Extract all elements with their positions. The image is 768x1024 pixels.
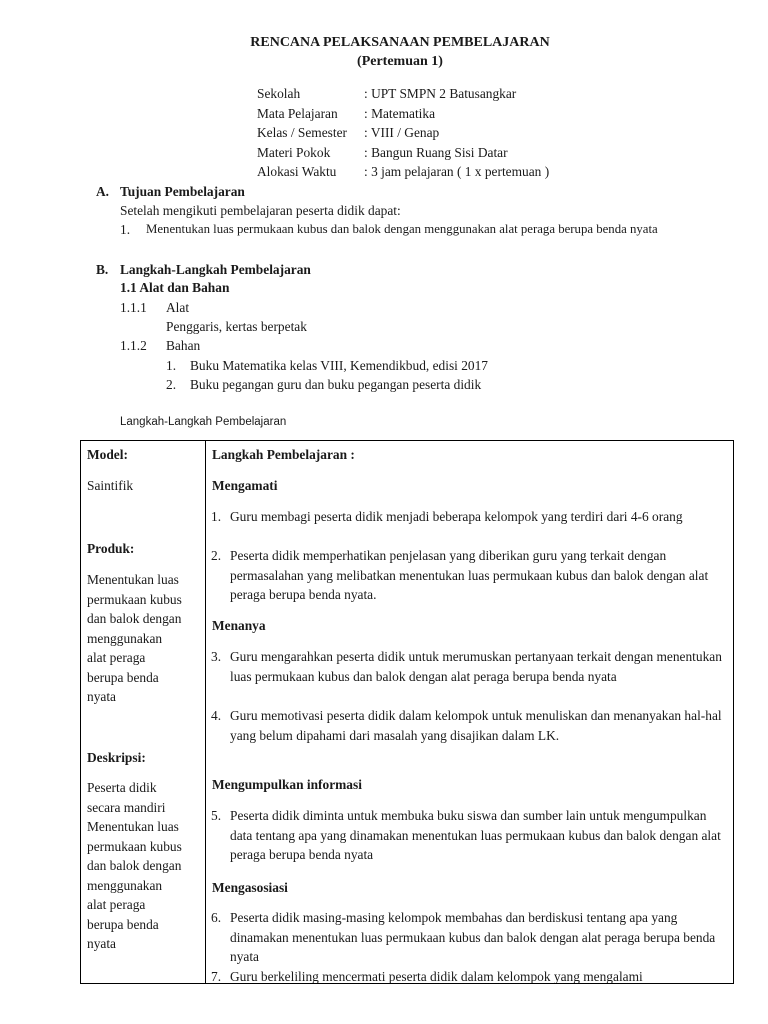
document-subtitle: (Pertemuan 1)	[357, 54, 443, 69]
produk-line: menggunakan	[87, 630, 163, 646]
section-a-intro: Setelah mengikuti pembelajaran peserta didik dapat:	[120, 203, 401, 218]
produk-line: nyata	[87, 689, 116, 704]
deskripsi-line: menggunakan	[87, 877, 163, 893]
identity-value: : UPT SMPN 2 Batusangkar	[364, 86, 517, 101]
alat-number: 1.1.1	[120, 300, 147, 315]
section-a-letter: A.	[96, 184, 110, 199]
deskripsi-line: Menentukan luas	[87, 819, 179, 834]
bahan-item-text: Buku pegangan guru dan buku pegangan peserta didik	[190, 377, 482, 392]
document-title: RENCANA PELAKSANAAN PEMBELAJARAN	[250, 35, 550, 50]
subsection-heading: 1.1 Alat dan Bahan	[120, 280, 230, 295]
identity-value: : Matematika	[364, 106, 436, 121]
identity-value: : Bangun Ruang Sisi Datar	[364, 145, 508, 160]
deskripsi-line: secara mandiri	[87, 799, 166, 815]
bahan-item-number: 2.	[166, 377, 177, 392]
deskripsi-line: permukaan kubus	[87, 838, 182, 854]
produk-line: permukaan kubus	[87, 591, 182, 607]
learning-steps-table	[80, 440, 734, 984]
identity-label: Kelas / Semester	[257, 125, 347, 140]
produk-line: dan balok dengan	[87, 611, 182, 626]
bahan-number: 1.1.2	[120, 338, 147, 353]
identity-label: Materi Pokok	[257, 145, 331, 160]
phase-title: Mengumpulkan informasi	[212, 777, 362, 792]
bahan-item-text: Buku Matematika kelas VIII, Kemendikbud, edisi 2017	[190, 358, 489, 373]
identity-value: : VIII / Genap	[364, 125, 440, 140]
deskripsi-line: nyata	[87, 936, 116, 951]
deskripsi-line: Peserta didik	[87, 780, 157, 795]
step-text: Guru mengarahkan peserta didik untuk merumuskan pertanyaan terkait dengan menentukan luas permukaan kubus dan balok dengan alat peraga berupa benda nyata	[230, 649, 722, 684]
step-text: Peserta didik diminta untuk membuka buku siswa dan sumber lain untuk mengumpulkan data tentang apa yang dinamakan menentukan luas permukaan kubus dan balok dengan alat peraga berupa benda nyata	[230, 808, 721, 862]
column-divider	[205, 441, 206, 983]
table-caption: Langkah-Langkah Pembelajaran	[120, 416, 287, 428]
alat-text: Penggaris, kertas berpetak	[166, 319, 307, 334]
step-text: Peserta didik masing-masing kelompok membahas dan berdiskusi tentang apa yang dinamakan menentukan luas permukaan kubus dan balok dengan alat peraga berupa benda nyata	[230, 910, 716, 964]
step-text: Guru memotivasi peserta didik dalam kelompok untuk menuliskan dan menanyakan hal-hal yang belum dipahami dari masalah yang disajikan dalam LK.	[230, 708, 722, 743]
model-label: Model:	[87, 447, 128, 462]
produk-line: alat peraga	[87, 650, 146, 665]
phase-title: Menanya	[212, 618, 266, 633]
step-text: Guru berkeliling mencermati peserta didik dalam kelompok yang mengalami	[230, 969, 643, 984]
step-number: 4.	[211, 708, 222, 723]
phase-title: Mengasosiasi	[212, 880, 288, 895]
identity-label: Sekolah	[257, 86, 301, 101]
section-a-item-text: Menentukan luas permukaan kubus dan balok dengan menggunakan alat peraga berupa benda nyata	[146, 222, 658, 236]
deskripsi-line: berupa benda	[87, 916, 159, 932]
bahan-item-number: 1.	[166, 358, 177, 373]
identity-value: : 3 jam pelajaran ( 1 x pertemuan )	[364, 164, 550, 179]
phase-title: Mengamati	[212, 478, 278, 493]
identity-label: Alokasi Waktu	[257, 164, 337, 179]
produk-text	[87, 570, 201, 707]
step-number: 3.	[211, 649, 222, 664]
section-b-heading: Langkah-Langkah Pembelajaran	[120, 262, 311, 277]
step-number: 1.	[211, 509, 222, 524]
section-b-letter: B.	[96, 262, 109, 277]
deskripsi-line: alat peraga	[87, 897, 146, 912]
model-value: Saintifik	[87, 478, 134, 493]
steps-header: Langkah Pembelajaran :	[212, 447, 355, 462]
identity-label: Mata Pelajaran	[257, 106, 338, 121]
step-number: 6.	[211, 910, 222, 925]
produk-line: berupa benda	[87, 669, 159, 685]
step-text: Guru membagi peserta didik menjadi beberapa kelompok yang terdiri dari 4-6 orang	[230, 509, 683, 524]
deskripsi-label: Deskripsi:	[87, 750, 146, 765]
step-number: 5.	[211, 808, 222, 823]
step-text: Peserta didik memperhatikan penjelasan yang diberikan guru yang terkait dengan permasalahan yang melibatkan menentukan luas permukaan kubus dan balok dengan alat peraga berupa benda nyata.	[230, 548, 709, 602]
step-number: 2.	[211, 548, 222, 563]
alat-label: Alat	[166, 300, 190, 315]
produk-label: Produk:	[87, 541, 135, 556]
section-a-item-number: 1.	[120, 222, 131, 237]
step-number: 7.	[211, 969, 222, 984]
bahan-label: Bahan	[166, 338, 201, 353]
deskripsi-line: dan balok dengan	[87, 858, 182, 873]
section-a-heading: Tujuan Pembelajaran	[120, 184, 245, 199]
deskripsi-text	[87, 778, 201, 954]
produk-line: Menentukan luas	[87, 572, 179, 587]
